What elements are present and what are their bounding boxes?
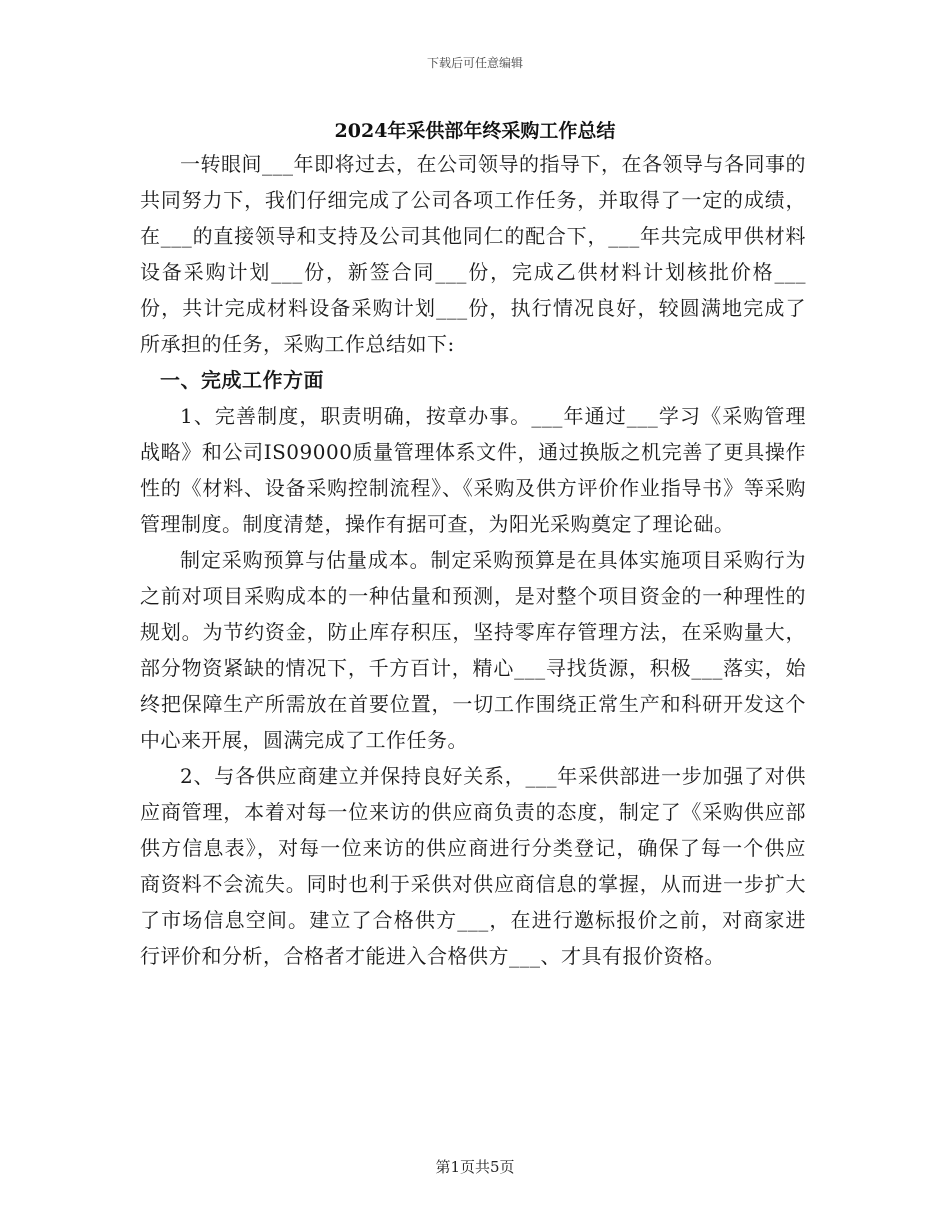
header-note: 下载后可任意编辑 xyxy=(426,56,523,70)
paragraph-suppliers: 2、与各供应商建立并保持良好关系，___年采供部进一步加强了对供应商管理，本着对每一位来访的供应商负责的态度，制定了《采购供应部供方信息表》，对每一位来访的供应商进行分类登记，确保了每一个供应商资料不会流失。同时也利于采供对供应商信息的掌握，从而进一步扩大了市场信息空间。建立了合格供方___，在进行邀标报价之前，对商家进行评价和分析，合格者才能进入合格供方___、才具有报价资格。 xyxy=(140,764,806,968)
intro-paragraph: 一转眼间___年即将过去，在公司领导的指导下，在各领导与各同事的共同努力下，我们仔细完成了公司各项工作任务，并取得了一定的成绩，在___的直接领导和支持及公司其他同仁的配合下，___年共完成甲供材料设备采购计划___份，新签合同___份，完成乙供材料计划核批价格___份，共计完成材料设备采购计划___份，执行情况良好，较圆满地完成了所承担的任务，采购工作总结如下: xyxy=(140,152,806,356)
page-number: 第1页共5页 xyxy=(435,1158,515,1176)
section-heading: 一、完成工作方面 xyxy=(160,368,324,392)
document-title: 2024年采供部年终采购工作总结 xyxy=(334,120,616,142)
document-body xyxy=(140,146,806,974)
paragraph-budget: 制定采购预算与估量成本。制定采购预算是在具体实施项目采购行为之前对项目采购成本的一种估量和预测，是对整个项目资金的一种理性的规划。为节约资金，防止库存积压，坚持零库存管理方法，在采购量大，部分物资紧缺的情况下，千方百计，精心___寻找货源，积极___落实，始终把保障生产所需放在首要位置，一切工作围绕正常生产和科研开发这个中心来开展，圆满完成了工作任务。 xyxy=(140,548,806,752)
paragraph-system: 1、完善制度，职责明确，按章办事。___年通过___学习《采购管理战略》和公司IS09000质量管理体系文件，通过换版之机完善了更具操作性的《材料、设备采购控制流程》、《采购及供方评价作业指导书》等采购管理制度。制度清楚，操作有据可查，为阳光采购奠定了理论础。 xyxy=(140,404,806,536)
